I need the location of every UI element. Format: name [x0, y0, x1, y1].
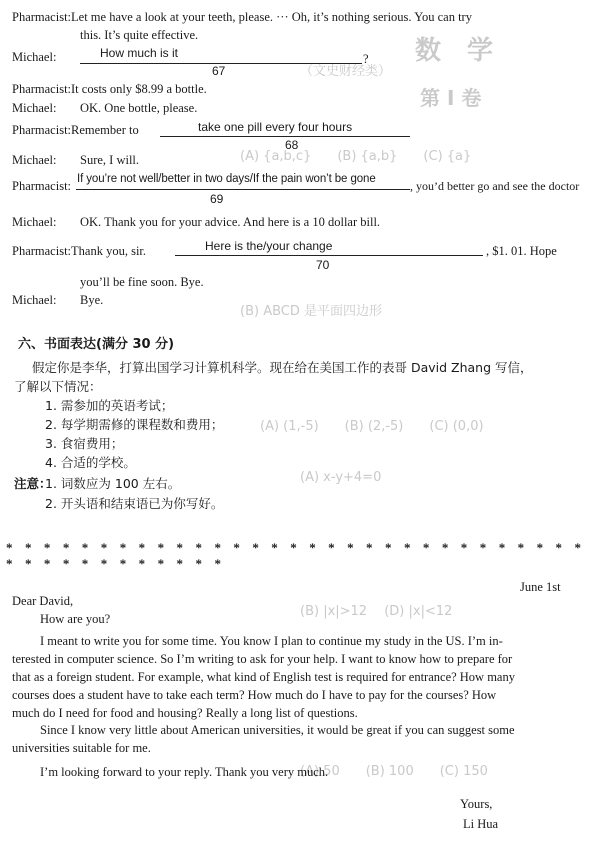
dialogue-line [80, 28, 198, 43]
bleed-through-text: (A) (1,-5) (B) (2,-5) (C) (0,0) [260, 419, 484, 434]
requirement-item: 3. 食宿费用； [45, 436, 124, 451]
letter-signature: Li Hua [463, 817, 499, 831]
dialogue-text: Sure, I will. [80, 153, 140, 167]
speaker-pharmacist: Pharmacist: [12, 123, 72, 137]
dialogue-line [12, 82, 207, 97]
speaker-michael: Michael: [12, 215, 57, 229]
blank-number-67: 67 [212, 64, 226, 78]
letter-closing: Yours, [460, 797, 493, 811]
letter-line: that as a foreign student. For example, what kind of English test is required for entrance? How many [12, 670, 515, 684]
speaker-michael: Michael: [12, 101, 57, 115]
blank-number-70: 70 [316, 258, 330, 272]
answer-69: If you’re not well/better in two days/If the pain won’t be gone [77, 173, 376, 185]
blank-number-68: 68 [285, 138, 299, 152]
bleed-through-text: (B) |x|>12 (D) |x|<12 [300, 604, 453, 619]
speaker-michael: Michael: [12, 153, 57, 167]
answer-68: take one pill every four hours [198, 120, 353, 134]
dialogue-line [12, 101, 197, 116]
bleed-through-text: (A) {a,b,c} (B) {a,b} (C) {a} [240, 149, 472, 164]
section-title: 六、书面表达(满分 30 分) [18, 337, 175, 352]
letter-paragraph [12, 632, 586, 722]
speaker-pharmacist: Pharmacist: [12, 82, 72, 96]
dialogue-text: , $1. 01. Hope [486, 244, 557, 258]
note-label: 注意： [14, 476, 52, 491]
letter-greeting: Dear David, [12, 594, 74, 608]
bleed-through-text: (A) x-y+4=0 [300, 470, 382, 485]
answer-70: Here is the/your change [205, 239, 333, 253]
answer-67: How much is it [100, 46, 179, 60]
letter-line: Since I know very little about American universities, it would be great if you can suggest some [40, 723, 515, 737]
speaker-pharmacist: Pharmacist: [12, 10, 72, 24]
speaker-michael: Michael: [12, 293, 57, 307]
dialogue-text: Bye. [80, 293, 104, 307]
letter-line: much do I need for food and housing? Really a long list of questions. [12, 706, 358, 720]
letter-opening: How are you? [40, 612, 111, 626]
speaker-pharmacist: Pharmacist: [12, 244, 72, 258]
letter-paragraph [12, 721, 586, 757]
bleed-through-heading: 第 I 卷 [420, 86, 482, 110]
letter-date: June 1st [520, 580, 561, 594]
bleed-through-text: （文史财经类） [300, 64, 392, 79]
dialogue-line [12, 153, 139, 168]
blank-number-69: 69 [210, 192, 224, 206]
speaker-pharmacist: Pharmacist: [12, 179, 72, 193]
note-item: 1. 词数应为 100 左右。 [45, 476, 181, 491]
dialogue-text: Let me have a look at your teeth, please. ··· Oh, it’s nothing serious. You can try [71, 10, 472, 24]
dialogue-text: you’ll be fine soon. Bye. [80, 275, 204, 289]
letter-line: universities suitable for me. [12, 741, 151, 755]
bleed-through-heading: 数 学 [415, 36, 494, 66]
speaker-michael: Michael: [12, 50, 57, 64]
dialogue-line [12, 179, 71, 194]
dialogue-text: ? [363, 52, 369, 66]
requirement-item: 1. 需参加的英语考试； [45, 398, 174, 413]
letter-line: I meant to write you for some time. You know I plan to continue my study in the US. I’m in- [40, 634, 503, 648]
dialogue-line [12, 123, 139, 138]
dialogue-text: , you’d better go and see the doctor [410, 179, 580, 193]
requirement-item: 2. 每学期需修的课程数和费用； [45, 417, 224, 432]
section-intro: 了解以下情况： [14, 379, 102, 394]
letter-line: courses does a student have to take each term? How much do I have to pay for the courses? How [12, 688, 497, 702]
bleed-through-text: (B) ABCD 是平面四边形 [240, 304, 382, 319]
requirement-item: 4. 合适的学校。 [45, 455, 136, 470]
dialogue-line [12, 50, 56, 65]
letter-closing-line: I’m looking forward to your reply. Thank you very much. [40, 765, 329, 779]
dialogue-line [12, 215, 380, 230]
dialogue-line [12, 244, 146, 259]
dialogue-text: Thank you, sir. [71, 244, 147, 258]
letter-line: terested in computer science. So I’m writing to ask for your help. I want to know how to prepare for [12, 652, 513, 666]
dialogue-line [80, 275, 204, 290]
dialogue-line [12, 293, 103, 308]
dialogue-text: Remember to [71, 123, 139, 137]
section-intro: 假定你是李华，打算出国学习计算机科学。现在给在美国工作的表哥 David Zhang 写信， [32, 360, 533, 375]
note-item: 2. 开头语和结束语已为你写好。 [45, 496, 224, 511]
bleed-through-text: (A) 50 (B) 100 (C) 150 [300, 764, 488, 779]
dialogue-text: It costs only $8.99 a bottle. [71, 82, 207, 96]
dialogue-text: OK. Thank you for your advice. And here is a 10 dollar bill. [80, 215, 381, 229]
dialogue-text: OK. One bottle, please. [80, 101, 198, 115]
dialogue-text: this. It’s quite effective. [80, 28, 199, 42]
star-divider: * * * * * * * * * * * * * * * * * * * * * * * * * * * * * * * * * * * * * * * * * * * [6, 540, 586, 571]
dialogue-line [12, 10, 472, 25]
